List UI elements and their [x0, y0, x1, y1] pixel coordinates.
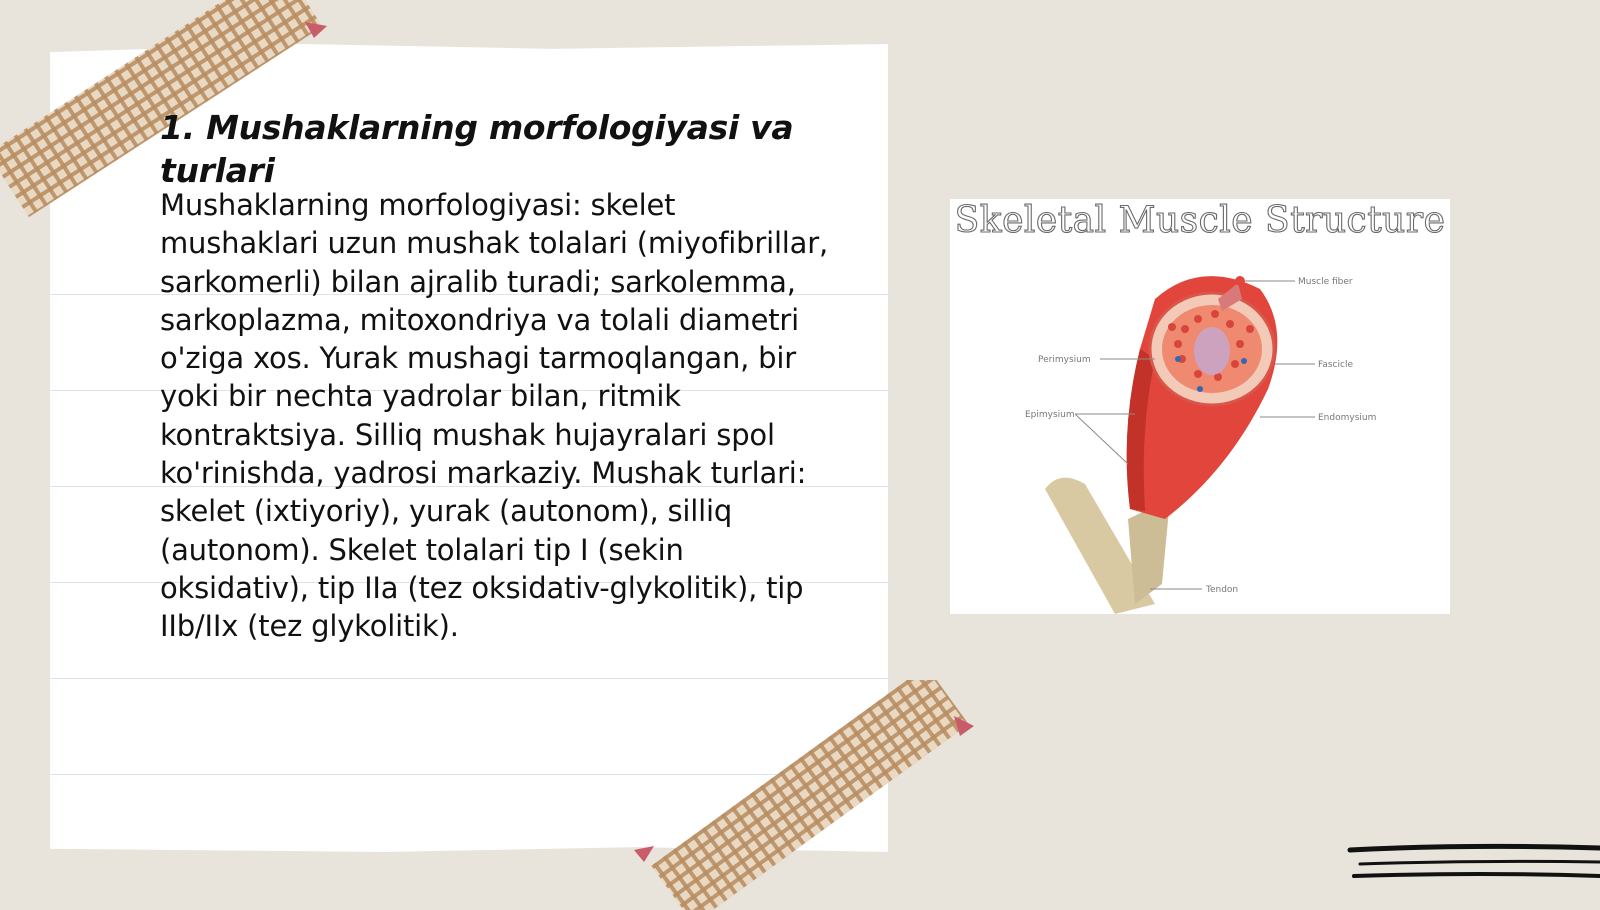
label-perimysium: Perimysium [1038, 355, 1091, 365]
label-tendon: Tendon [1206, 585, 1239, 595]
label-muscle-fiber: Muscle fiber [1298, 277, 1353, 287]
figure-title: Skeletal Muscle Structure [954, 200, 1446, 241]
label-endomysium: Endomysium [1318, 413, 1377, 423]
slide-body-text: Mushaklarning morfologiyasi: skelet mushaklari uzun mushak tolalari (miyofibrillar, sarkomerli) bilan ajralib turadi; sarkolemma, sarkoplazma, mitoxondriya va tolali diametri o'ziga xos. Yurak mushagi tarmoqlangan, bir yoki bir nechta yadrolar bilan, ritmik kontraktsiya. Silliq mushak hujayralari spol ko'rinishda, yadrosi markaziy. Mushak turlari: skelet (ixtiyoriy), yurak (autonom), silliq (autonom). Skelet tolalari tip I (sekin oksidativ), tip IIa (tez oksidativ-glykolitik), tip IIb/IIx (tez glykolitik). [160, 188, 828, 644]
decorative-lines [1340, 842, 1600, 892]
label-fascicle: Fascicle [1318, 360, 1353, 370]
label-epimysium: Epimysium [1025, 410, 1075, 420]
muscle-structure-figure [950, 199, 1450, 614]
tape-bottom [620, 680, 1000, 910]
slide-title: 1. Mushaklarning morfologiyasi va turlari [160, 108, 794, 190]
paper-rule [50, 678, 888, 679]
muscle-illustration [950, 199, 1450, 614]
